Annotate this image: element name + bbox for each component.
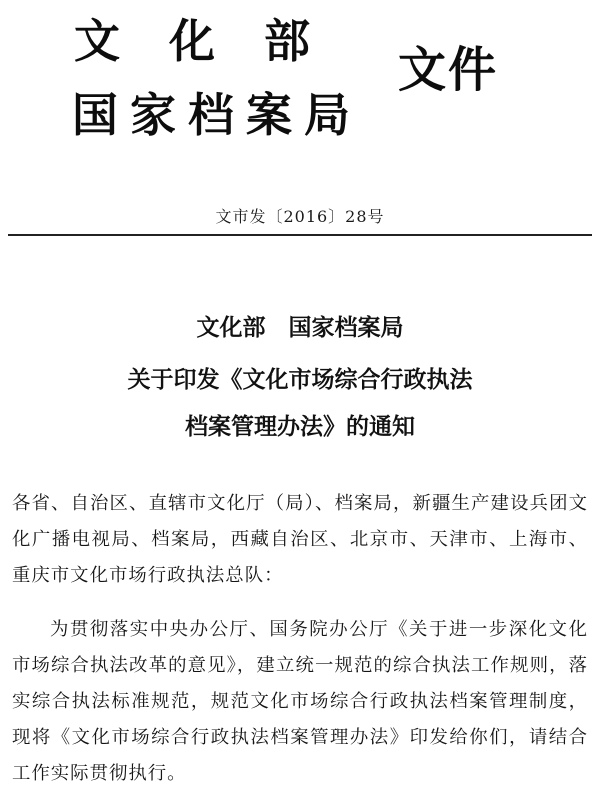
- issuer-line-2: 国家档案局: [72, 88, 362, 142]
- title-line-3: 档案管理办法》的通知: [185, 413, 415, 440]
- header-divider: [8, 234, 592, 236]
- addressee-paragraph: 各省、自治区、直辖市文化厅（局）、档案局，新疆生产建设兵团文化广播电视局、档案局，西藏自治区、北京市、天津市、上海市、重庆市文化市场行政执法总队：: [12, 493, 588, 586]
- title-line-1: 文化部 国家档案局: [196, 314, 404, 341]
- document-word: 文件: [398, 42, 499, 98]
- issuer-line-1: 文化部: [74, 14, 359, 68]
- title-line-2: 关于印发《文化市场综合行政执法: [127, 366, 473, 393]
- body-paragraph: 为贯彻落实中央办公厅、国务院办公厅《关于进一步深化文化市场综合执法改革的意见》，建立统一规范的综合执法工作规则，落实综合执法标准规范，规范文化市场综合行政执法档案管理制度，现将《文化市场综合行政执法档案管理办法》印发给你们，请结合工作实际贯彻执行。: [12, 619, 588, 784]
- document-number: 文市发〔2016〕28号: [215, 207, 385, 226]
